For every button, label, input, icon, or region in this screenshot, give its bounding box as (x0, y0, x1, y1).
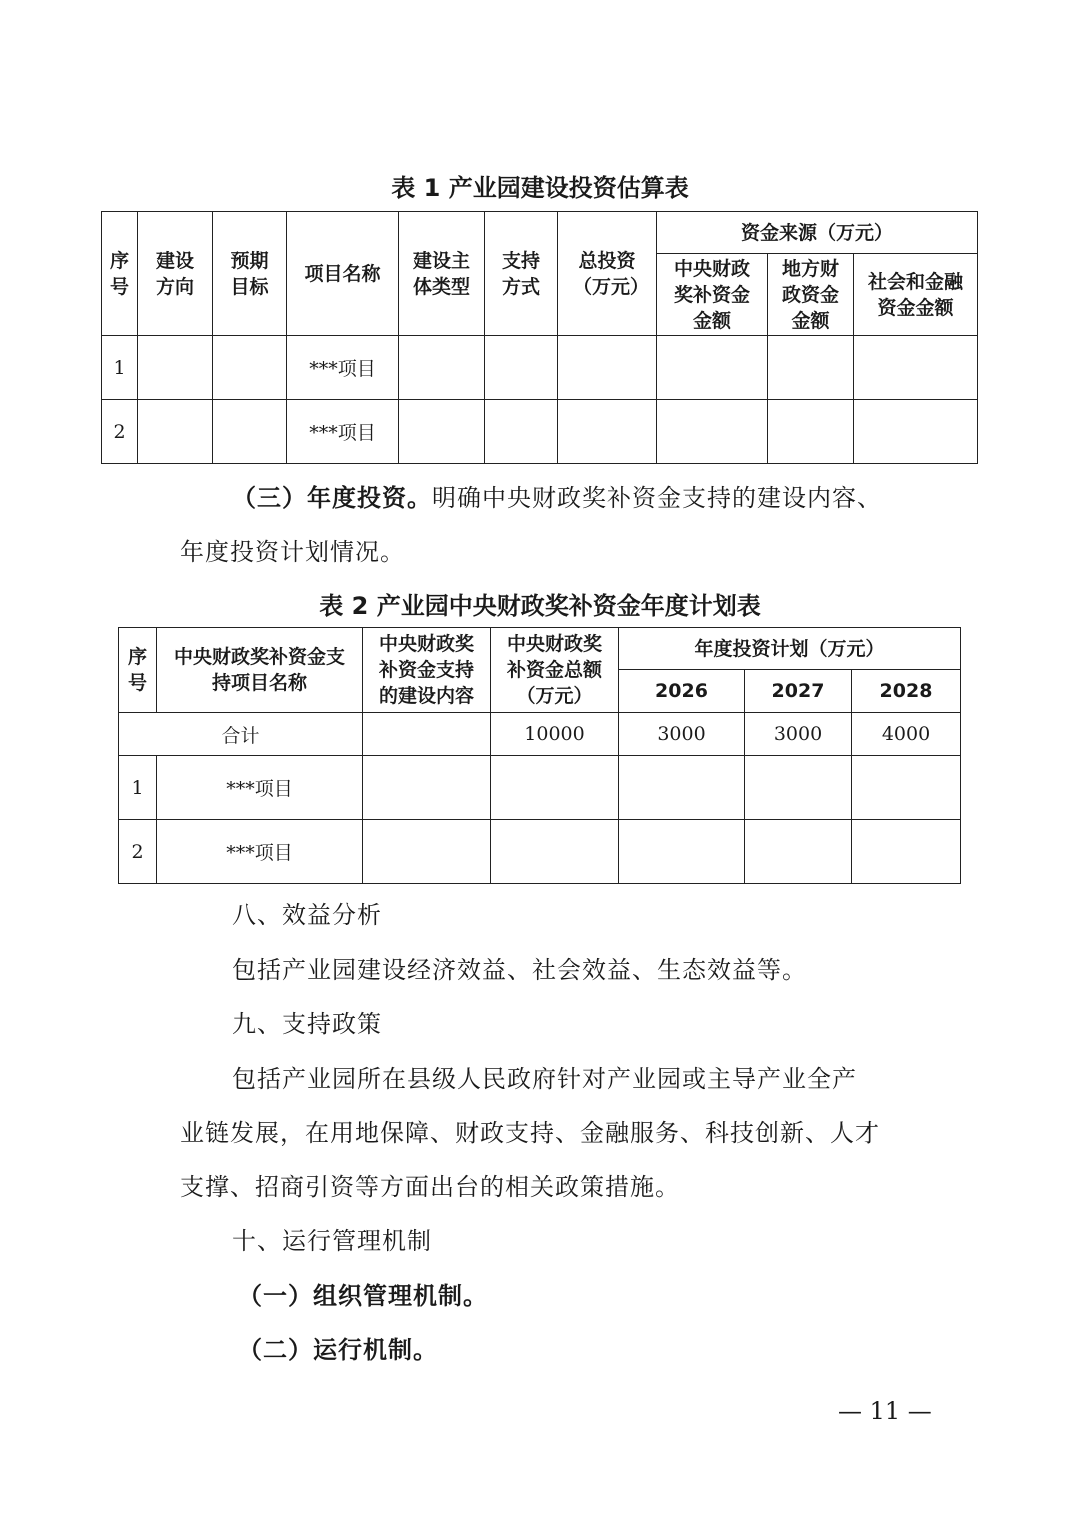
section10-heading: 十、运行管理机制 (232, 1227, 432, 1255)
header-total-investment: 总投资（万元） (558, 212, 657, 336)
total-2027: 3000 (745, 713, 852, 756)
total-label: 合计 (119, 713, 363, 756)
header-fund-total: 中央财政奖补资金总额（万元） (491, 628, 619, 713)
table1-caption: 表 1 产业园建设投资估算表 (391, 174, 689, 202)
header-annual-plan: 年度投资计划（万元） (619, 628, 961, 670)
section8-text: 包括产业园建设经济效益、社会效益、生态效益等。 (232, 956, 807, 984)
section8-heading: 八、效益分析 (232, 901, 382, 929)
annual-investment-heading: （三）年度投资。 (232, 484, 432, 512)
total-row (119, 713, 961, 756)
annual-investment-text: 明确中央财政奖补资金支持的建设内容、 (432, 484, 882, 512)
header-social-fund: 社会和金融资金金额 (854, 254, 978, 336)
header-project-name: 中央财政奖补资金支持项目名称 (157, 628, 363, 713)
annual-plan-table (118, 627, 961, 884)
annual-investment-text-cont: 年度投资计划情况。 (180, 538, 405, 566)
header-goal: 预期目标 (213, 212, 287, 336)
header-year-2028: 2028 (852, 670, 961, 713)
table-row (102, 336, 978, 400)
total-2026: 3000 (619, 713, 745, 756)
total-amount: 10000 (491, 713, 619, 756)
table-row (119, 820, 961, 884)
header-support-method: 支持方式 (485, 212, 558, 336)
row-seq: 1 (119, 756, 157, 820)
section9-line1: 包括产业园所在县级人民政府针对产业园或主导产业全产 (232, 1065, 857, 1093)
row-seq: 2 (102, 400, 138, 464)
annual-investment-paragraph (232, 478, 882, 513)
row-seq: 1 (102, 336, 138, 400)
header-funding-source: 资金来源（万元） (657, 212, 978, 254)
header-direction: 建设方向 (138, 212, 213, 336)
header-entity-type: 建设主体类型 (399, 212, 485, 336)
table-row (119, 756, 961, 820)
row-project-name: ***项目 (157, 820, 363, 884)
page-number: — 11 — (838, 1397, 932, 1425)
section9-line3: 支撑、招商引资等方面出台的相关政策措施。 (180, 1173, 680, 1201)
section10-sub1: （一）组织管理机制。 (238, 1282, 488, 1310)
row-seq: 2 (119, 820, 157, 884)
header-central-fund: 中央财政奖补资金金额 (657, 254, 768, 336)
table-row (102, 400, 978, 464)
table2-caption: 表 2 产业园中央财政奖补资金年度计划表 (319, 592, 761, 620)
header-year-2026: 2026 (619, 670, 745, 713)
section9-line2: 业链发展，在用地保障、财政支持、金融服务、科技创新、人才 (180, 1119, 880, 1147)
header-construction-content: 中央财政奖补资金支持的建设内容 (363, 628, 491, 713)
header-year-2027: 2027 (745, 670, 852, 713)
header-project-name: 项目名称 (287, 212, 399, 336)
header-seq: 序号 (119, 628, 157, 713)
total-2028: 4000 (852, 713, 961, 756)
section9-heading: 九、支持政策 (232, 1010, 382, 1038)
header-local-fund: 地方财政资金金额 (768, 254, 854, 336)
header-seq: 序号 (102, 212, 138, 336)
section10-sub2: （二）运行机制。 (238, 1336, 438, 1364)
row-project-name: ***项目 (287, 336, 399, 400)
row-project-name: ***项目 (287, 400, 399, 464)
row-project-name: ***项目 (157, 756, 363, 820)
investment-estimate-table (101, 211, 978, 464)
